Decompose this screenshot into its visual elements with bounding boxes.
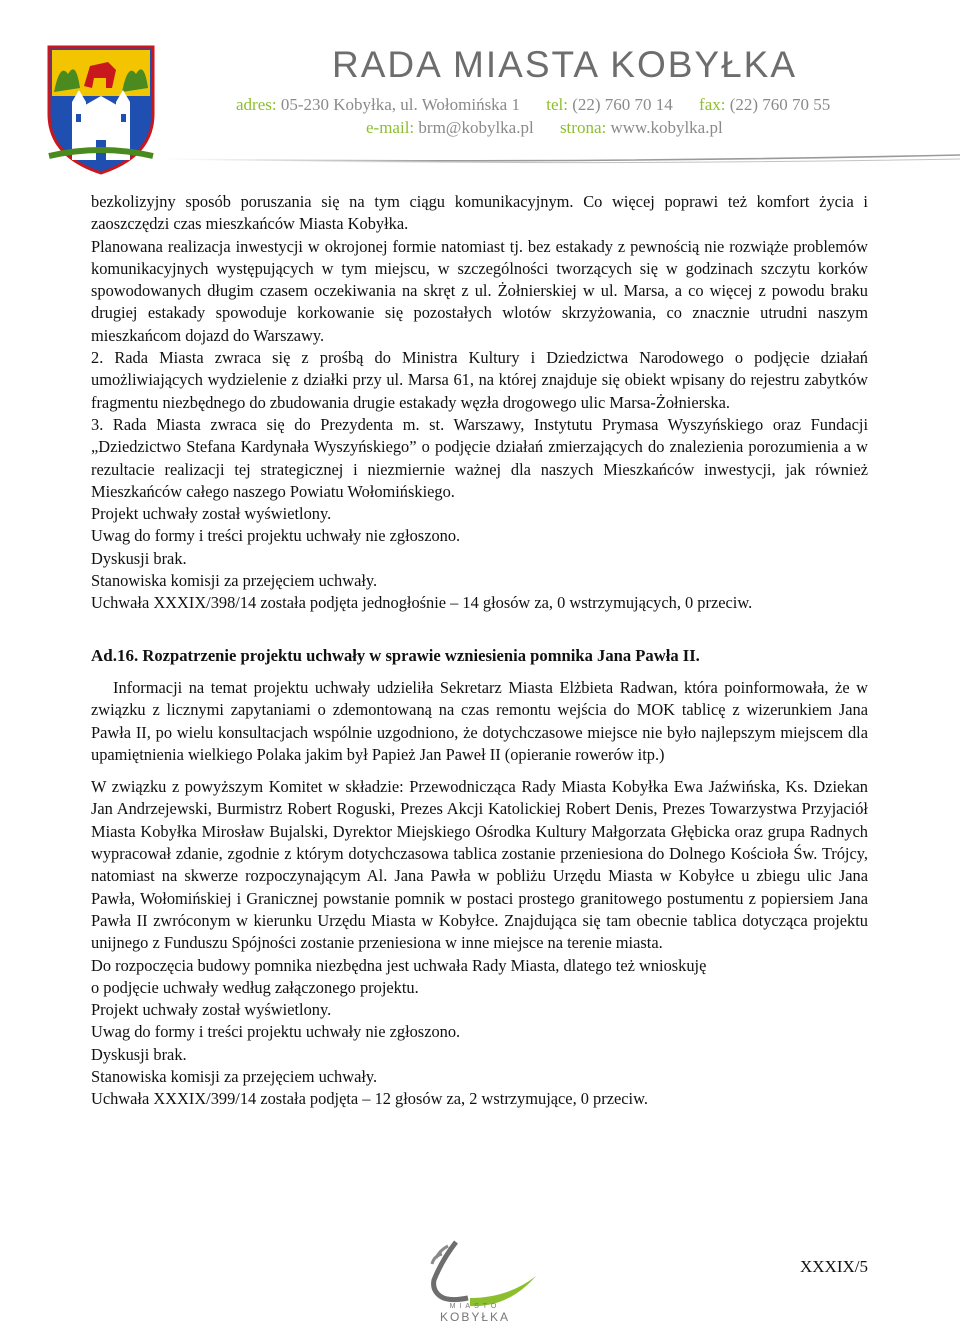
text-line: Projekt uchwały został wyświetlony. [91, 504, 332, 524]
paragraph: bezkolizyjny sposób poruszania się na tym ciągu komunikacyjnym. Co więcej poprawi też komfort życia i zaoszczędzi czas mieszkańców Miasta Kobyłka. [91, 192, 868, 234]
coat-of-arms-logo [46, 44, 156, 176]
address-label: adres: [236, 95, 277, 114]
fax-label: fax: [699, 95, 726, 114]
paragraph: Planowana realizacja inwestycji w okrojonej formie natomiast tj. bez estakady z pewnością nie rozwiąże problemów komunikacyjnych występujących w tym miejscu, w szczególności tworzących się w godzinach szczytu korków spowodowanych długim czasem oczekiwania na skręt z ul. Żołnierskiej w ul. Marsa, a co więcej z powodu braku drugiej estakady spowoduje korkowanie się pozostałych wlotów skrzyżowania, co znacznie utrudni naszym mieszkańcom dojazd do Warszawy. [91, 236, 868, 345]
page-number: XXXIX/5 [800, 1257, 868, 1276]
resolution-result: Uchwała XXXIX/399/14 została podjęta – 12 głosów za, 2 wstrzymujące, 0 przeciw. [91, 1089, 648, 1109]
paragraph: Informacji na temat projektu uchwały udzieliła Sekretarz Miasta Elżbieta Radwan, która poinformowała, że w związku z licznymi zapytaniami o zdemontowaną na czas remontu wejścia do MOK tablicę z wizerunkiem Jana Pawła II, po wielu konsultacjach wspólnie uzgodniono, że dotychczasowe miejsce nie było najlepszym miejscem dla upamiętnienia wielkiego Polaka jakim był Papież Jan Paweł II (opieranie rowerów itp.) [91, 677, 868, 764]
text-line: o podjęcie uchwały według załączonego projektu. [91, 977, 419, 997]
text-line: Do rozpoczęcia budowy pomnika niezbędna jest uchwała Rady Miasta, dlatego też wnioskuję [91, 955, 707, 975]
text-line: Stanowiska komisji za przejęciem uchwały. [91, 571, 378, 591]
letterhead [0, 0, 960, 185]
email-value: brm@kobylka.pl [418, 118, 534, 137]
resolution-result: Uchwała XXXIX/398/14 została podjęta jednogłośnie – 14 głosów za, 0 wstrzymujących, 0 przeciw. [91, 593, 753, 613]
text-line: Uwag do formy i treści projektu uchwały nie zgłoszono. [91, 1022, 461, 1042]
text-line: Dyskusji brak. [91, 1044, 187, 1064]
contact-line-2 [366, 118, 723, 138]
text-line: Dyskusji brak. [91, 548, 187, 568]
brand-small-text: MIASTO [449, 1303, 501, 1310]
www-label: strona: [559, 118, 607, 137]
fax-value: (22) 760 70 55 [729, 95, 831, 114]
section-heading [91, 645, 868, 667]
email-label: e-mail: [366, 118, 415, 137]
header-divider [160, 150, 960, 166]
heading-number: Ad.16. [91, 645, 139, 665]
tel-value: (22) 760 70 14 [572, 95, 673, 114]
heading-text: Rozpatrzenie projektu uchwały w sprawie wzniesienia pomnika Jana Pawła II. [142, 645, 700, 665]
paragraph: W związku z powyższym Komitet w składzie: Przewodnicząca Rady Miasta Kobyłka Ewa Jaźwińska, Ks. Dziekan Jan Andrzejewski, Burmistrz Robert Roguski, Prezes Akcji Katolickiej Robert Denis, Prezes Towarzystwa Przyjaciół Miasta Kobyłka Mirosław Bujalski, Dyrektor Miejskiego Ośrodka Kultury Małgorzata Głębicka oraz grupa Radnych wypracował zdanie, zgodnie z którym dotychczasowa tablica zostanie przeniesiona do Dolnego Kościoła Św. Trójcy, natomiast na skwerze rozpoczynającym Al. Jana Pawła w pobliżu Urzędu Miasta w Kobyłce u zbiegu ulic Jana Pawła, Wołomińskiej i Granicznej powstanie pomnik w postaci prostego granitowego postumentu z popiersiem Jana Pawła II zwróconym w kierunku Urzędu Miasta w Kobyłce. Znajdująca się tam obecnie tablica dotycząca projektu unijnego z Funduszu Spójności zostanie przeniesiona w inne miejsce na terenie miasta. [91, 777, 868, 953]
text-line: Projekt uchwały został wyświetlony. [91, 1000, 332, 1020]
text-line: Stanowiska komisji za przejęciem uchwały. [91, 1066, 378, 1086]
council-name: RADA MIASTA KOBYŁKA [332, 44, 798, 85]
address-value: 05-230 Kobyłka, ul. Wołomińska 1 [280, 95, 520, 114]
tel-label: tel: [546, 95, 568, 114]
footer-brand [432, 1303, 518, 1324]
brand-name: KOBYŁKA [439, 1310, 511, 1324]
paragraph: 3. Rada Miasta zwraca się do Prezydenta m. st. Warszawy, Instytutu Prymasa Wyszyńskiego oraz Fundacji „Dziedzictwo Stefana Kardynała Wyszyńskiego” o podjęcie działań zmierzających do znalezienia porozumienia a w rezultacie realizacji tej strategicznej i niezmiernie ważnej dla naszych Mieszkańców inwestycji, jak również Mieszkańców całego naszego Powiatu Wołomińskiego. [91, 414, 868, 501]
paragraph: 2. Rada Miasta zwraca się z prośbą do Ministra Kultury i Dziedzictwa Narodowego o podjęcie działań umożliwiających wydzielenie z działki przy ul. Marsa 61, na której znajduje się obiekt wpisany do rejestru zabytków fragmentu niezbędnego do zbudowania drugie estakady węzła drogowego ulic Marsa-Żołnierska. [91, 348, 868, 412]
text-line: Uwag do formy i treści projektu uchwały nie zgłoszono. [91, 526, 461, 546]
www-value: www.kobylka.pl [610, 118, 723, 137]
document-body [91, 191, 868, 1111]
contact-line-1 [236, 95, 830, 115]
